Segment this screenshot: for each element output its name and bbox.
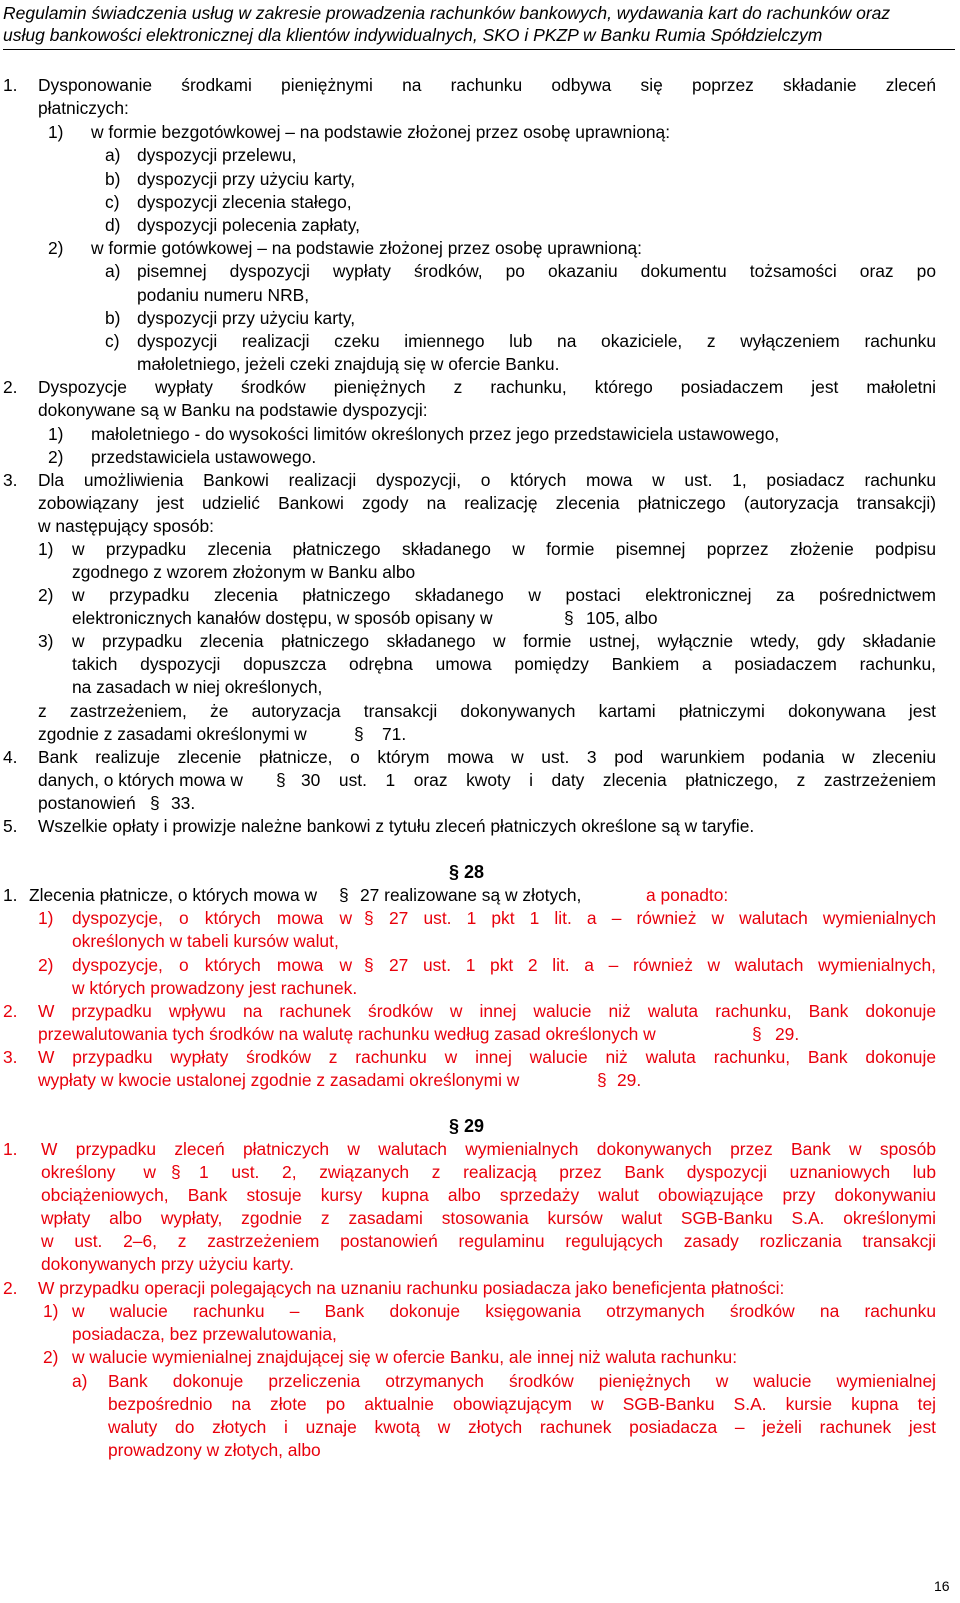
- list-number: 3.: [3, 470, 18, 490]
- list-number: 5.: [3, 816, 18, 836]
- text-line: dyspozycji realizacji czeku imiennego lub na okaziciele, z wyłączeniem rachunku: [137, 331, 936, 351]
- section-sign-icon: §: [449, 1116, 460, 1136]
- text-line: waluty do złotych i uznaje kwotą w złotych rachunek posiadacza – jeżeli rachunek jest: [108, 1417, 936, 1437]
- list-number: 2.: [3, 1001, 18, 1021]
- text-line: dyspozycji przy użyciu karty,: [137, 308, 356, 328]
- text-line: zobowiązany jest udzielić Bankowi zgody na realizację zlecenia płatniczego (autoryzacja transakcji): [38, 493, 936, 513]
- text-line: 30 ust. 1 oraz kwoty i daty zlecenia płatniczego, z zastrzeżeniem: [301, 770, 936, 790]
- text-line: płatniczych:: [38, 98, 129, 118]
- text-line: 29.: [617, 1070, 642, 1090]
- document-header: [3, 3, 953, 46]
- text-line: W przypadku operacji polegających na uznaniu rachunku posiadacza jako beneficjenta płatności:: [38, 1278, 785, 1298]
- text-line: w przypadku zlecenia płatniczego składanego w postaci elektronicznej za pośrednictwem: [72, 585, 936, 605]
- header-line: Regulamin świadczenia usług w zakresie prowadzenia rachunków bankowych, wydawania kart do rachunków oraz: [3, 3, 891, 23]
- text-line: wpłaty albo wypłaty, zgodnie z zasadami stosowania kursów walut SGB-Banku S.A. określonymi: [41, 1208, 936, 1228]
- text-line: Dyspozycje wypłaty środków pieniężnych z rachunku, którego posiadaczem jest małoletni: [38, 377, 936, 397]
- section-number: 28: [464, 862, 485, 882]
- list-letter: b): [105, 308, 121, 328]
- text-line: elektronicznych kanałów dostępu, w sposób opisany w: [72, 608, 493, 628]
- section-sign-icon: §: [449, 862, 460, 882]
- list-number: 1.: [3, 1139, 18, 1159]
- text-line: 29.: [775, 1024, 800, 1044]
- text-line: 1 ust. 2, związanych z realizacją przez Bank dyspozycji uznaniowych lub: [199, 1162, 936, 1182]
- section-heading: [449, 861, 484, 884]
- text-line: takich dyspozycji dopuszcza odrębna umowa pomiędzy Bankiem a posiadaczem rachunku,: [72, 654, 936, 674]
- text-line: przewalutowania tych środków na walutę rachunku według zasad określonych w: [38, 1024, 656, 1044]
- text-line: małoletniego - do wysokości limitów określonych przez jego przedstawiciela ustawowego,: [91, 424, 780, 444]
- text-line: podaniu numeru NRB,: [137, 285, 310, 305]
- text-line: Bank dokonuje przeliczenia otrzymanych środków pieniężnych w walucie wymienialnej: [108, 1371, 936, 1391]
- list-letter: c): [105, 331, 120, 351]
- list-number: 2.: [3, 377, 18, 397]
- list-letter: d): [105, 215, 121, 235]
- text-line: dyspozycje, o których mowa w: [72, 955, 352, 975]
- list-number: 2.: [3, 1278, 18, 1298]
- text-line: Dla umożliwienia Bankowi realizacji dyspozycji, o których mowa w ust. 1, posiadacz rachunku: [38, 470, 936, 490]
- text-line: małoletniego, jeżeli czeki znajdują się w ofercie Banku.: [137, 354, 560, 374]
- text-line: danych, o których mowa w: [38, 770, 243, 790]
- list-number: 3.: [3, 1047, 18, 1067]
- list-number: 4.: [3, 747, 18, 767]
- list-number: 3): [38, 631, 54, 651]
- text-line: bezpośrednio na złote po aktualnie obowiązującym w SGB-Banku S.A. kursie kupna tej: [108, 1394, 936, 1414]
- text-line: określonych w tabeli kursów walut,: [72, 931, 339, 951]
- text-line: pisemnej dyspozycji wypłaty środków, po okazaniu dokumentu tożsamości oraz po: [137, 261, 936, 281]
- section-sign-icon: §: [364, 908, 374, 928]
- text-line: przedstawiciela ustawowego.: [91, 447, 317, 467]
- text-line: Wszelkie opłaty i prowizje należne bankowi z tytułu zleceń płatniczych określone są w taryfie.: [38, 816, 755, 836]
- text-line: w formie gotówkowej – na podstawie złożonej przez osobę uprawnioną:: [91, 238, 643, 258]
- text-line: obciążeniowych, Bank stosuje kursy kupna albo sprzedaży walut obowiązujące przy dokonywaniu: [41, 1185, 936, 1205]
- text-line: w których prowadzony jest rachunek.: [72, 978, 358, 998]
- list-number: 1): [38, 539, 54, 559]
- list-number: 2): [48, 238, 64, 258]
- text-line: określony w: [41, 1162, 156, 1182]
- section-sign-icon: §: [597, 1070, 607, 1090]
- list-number: 1.: [3, 885, 18, 905]
- header-rule: [3, 49, 955, 50]
- text-line: na zasadach w niej określonych,: [72, 677, 323, 697]
- text-line: dyspozycji przelewu,: [137, 145, 297, 165]
- list-number: 2): [38, 955, 54, 975]
- list-number: 1.: [3, 75, 18, 95]
- text-line: w przypadku zlecenia płatniczego składanego w formie ustnej, wyłącznie wtedy, gdy składanie: [72, 631, 936, 651]
- text-line: Bank realizuje zlecenie płatnicze, o którym mowa w ust. 3 pod warunkiem podania w zleceniu: [38, 747, 936, 767]
- text-line: w walucie rachunku – Bank dokonuje księgowania otrzymanych środków na rachunku: [72, 1301, 936, 1321]
- section-heading: [449, 1115, 484, 1138]
- text-line: zgodnie z zasadami określonymi w: [38, 724, 307, 744]
- section-sign-icon: §: [276, 770, 286, 790]
- list-letter: a): [72, 1371, 88, 1391]
- text-line: dyspozycji przy użyciu karty,: [137, 169, 356, 189]
- text-line: dyspozycje, o których mowa w: [72, 908, 352, 928]
- list-number: 2): [43, 1347, 59, 1367]
- text-line: w walucie wymienialnej znajdującej się w ofercie Banku, ale innej niż waluta rachunku:: [72, 1347, 738, 1367]
- text-line: W przypadku zleceń płatniczych w walutach wymienialnych dokonywanych przez Bank w sposób: [41, 1139, 936, 1159]
- text-line: dyspozycji zlecenia stałego,: [137, 192, 352, 212]
- section-sign-icon: §: [564, 608, 574, 628]
- list-number: 2): [48, 447, 64, 467]
- text-line: z zastrzeżeniem, że autoryzacja transakcji dokonywanych kartami płatniczymi dokonywana jest: [38, 701, 936, 721]
- text-line: W przypadku wpływu na rachunek środków w innej walucie niż waluta rachunku, Bank dokonuje: [38, 1001, 936, 1021]
- page-number: 16: [934, 1578, 950, 1594]
- header-line: usług bankowości elektronicznej dla klientów indywidualnych, SKO i PKZP w Banku Rumia Spółdzielczym: [3, 24, 823, 45]
- section-number: 29: [464, 1116, 485, 1136]
- text-line: zgodnego z wzorem złożonym w Banku albo: [72, 562, 416, 582]
- list-letter: a): [105, 261, 121, 281]
- list-number: 1): [48, 424, 64, 444]
- text-line: 27 ust. 1 pkt 2 lit. a – również w walutach wymienialnych,: [389, 955, 936, 975]
- text-line: a ponadto:: [646, 885, 729, 905]
- list-letter: a): [105, 145, 121, 165]
- section-sign-icon: §: [364, 955, 374, 975]
- list-number: 1): [48, 122, 64, 142]
- list-letter: c): [105, 192, 120, 212]
- text-line: dokonywanych przy użyciu karty.: [41, 1254, 294, 1274]
- text-line: 105, albo: [586, 608, 658, 628]
- section-sign-icon: §: [171, 1162, 181, 1182]
- text-line: 27 realizowane są w złotych,: [360, 885, 582, 905]
- section-sign-icon: §: [752, 1024, 762, 1044]
- text-line: prowadzony w złotych, albo: [108, 1440, 321, 1460]
- section-sign-icon: §: [150, 793, 160, 813]
- text-line: W przypadku wypłaty środków z rachunku w innej walucie niż waluta rachunku, Bank dokonuje: [38, 1047, 936, 1067]
- text-line: 27 ust. 1 pkt 1 lit. a – również w walutach wymienialnych: [389, 908, 936, 928]
- text-line: Dysponowanie środkami pieniężnymi na rachunku odbywa się poprzez składanie zleceń: [38, 75, 936, 95]
- text-line: Zlecenia płatnicze, o których mowa w: [29, 885, 318, 905]
- text-line: 71.: [382, 724, 407, 744]
- list-letter: b): [105, 169, 121, 189]
- list-number: 2): [38, 585, 54, 605]
- text-line: w formie bezgotówkowej – na podstawie złożonej przez osobę uprawnioną:: [91, 122, 671, 142]
- list-number: 1): [38, 908, 54, 928]
- text-line: w ust. 2–6, z zastrzeżeniem postanowień regulaminu regulujących zasady rozliczania transakcji: [41, 1231, 936, 1251]
- text-line: w przypadku zlecenia płatniczego składanego w formie pisemnej poprzez złożenie podpisu: [72, 539, 936, 559]
- text-line: wypłaty w kwocie ustalonej zgodnie z zasadami określonymi w: [38, 1070, 520, 1090]
- text-line: dokonywane są w Banku na podstawie dyspozycji:: [38, 400, 428, 420]
- text-line: postanowień: [38, 793, 136, 813]
- list-number: 1): [43, 1301, 59, 1321]
- text-line: posiadacza, bez przewalutowania,: [72, 1324, 337, 1344]
- text-line: w następujący sposób:: [38, 516, 214, 536]
- section-sign-icon: §: [339, 885, 349, 905]
- text-line: dyspozycji polecenia zapłaty,: [137, 215, 360, 235]
- section-sign-icon: §: [354, 724, 364, 744]
- text-line: 33.: [171, 793, 196, 813]
